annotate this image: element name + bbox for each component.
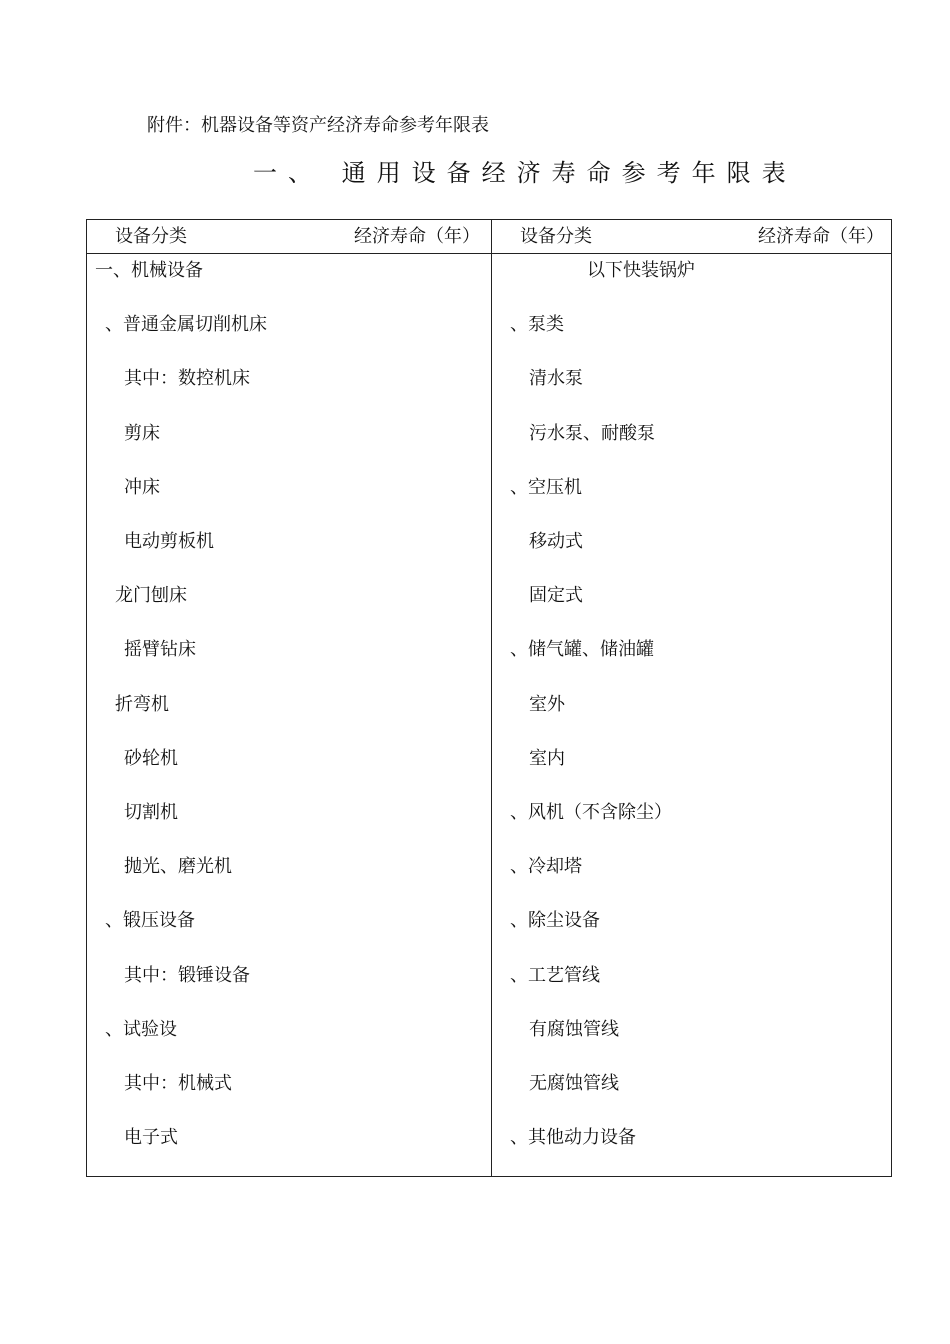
equipment-category-label: 、普通金属切削机床 [105, 314, 267, 336]
equipment-category-label: 切割机 [124, 802, 178, 823]
equipment-category-label: 污水泵、耐酸泵 [529, 422, 655, 444]
right-row [492, 1067, 894, 1121]
left-row [87, 471, 489, 525]
equipment-category-label: 抛光、磨光机 [124, 856, 232, 878]
equipment-category-label: 、试验设 [105, 1018, 177, 1040]
left-row [87, 633, 489, 687]
left-row [87, 1013, 489, 1067]
right-row [492, 1121, 894, 1175]
equipment-category-label: 移动式 [529, 531, 583, 552]
equipment-category-label: 龙门刨床 [115, 585, 187, 607]
left-category-header: 设备分类 [115, 226, 187, 247]
left-row [87, 308, 489, 362]
equipment-category-label: 、冷却塔 [510, 856, 582, 878]
left-row [87, 1121, 489, 1175]
equipment-category-label: 、工艺管线 [510, 964, 600, 986]
right-row [492, 796, 894, 850]
right-category-header: 设备分类 [520, 226, 592, 247]
equipment-category-label: 其中：锻锤设备 [124, 964, 250, 986]
left-row [87, 850, 489, 904]
equipment-category-label: 室内 [529, 747, 565, 769]
left-row [87, 796, 489, 850]
equipment-category-label: 有腐蚀管线 [529, 1018, 619, 1040]
left-row [87, 417, 489, 471]
equipment-category-label: 室外 [529, 693, 565, 715]
equipment-category-label: 电子式 [124, 1127, 178, 1149]
right-row [492, 417, 894, 471]
equipment-category-label: 砂轮机 [124, 747, 178, 769]
attachment-heading: 附件：机器设备等资产经济寿命参考年限表 [147, 115, 489, 136]
right-row [492, 959, 894, 1013]
equipment-category-label: 一、机械设备 [95, 260, 203, 281]
right-column [492, 254, 894, 1176]
left-row [87, 362, 489, 416]
equipment-life-table [86, 219, 892, 1177]
right-row [492, 308, 894, 362]
right-row [492, 254, 894, 308]
equipment-category-label: 、除尘设备 [510, 910, 600, 932]
right-row [492, 742, 894, 796]
equipment-category-label: 清水泵 [529, 368, 583, 390]
equipment-category-label: 、其他动力设备 [510, 1127, 636, 1149]
right-row [492, 362, 894, 416]
left-row [87, 959, 489, 1013]
left-row [87, 254, 489, 308]
equipment-category-label: 、储气罐、储油罐 [510, 639, 654, 661]
right-row [492, 904, 894, 958]
left-row [87, 688, 489, 742]
equipment-category-label: 剪床 [124, 422, 160, 444]
right-row [492, 688, 894, 742]
left-column [87, 254, 489, 1176]
right-row [492, 1013, 894, 1067]
left-life-header: 经济寿命（年） [354, 226, 480, 247]
right-row [492, 579, 894, 633]
right-life-header: 经济寿命（年） [758, 226, 884, 247]
left-row [87, 904, 489, 958]
equipment-category-label: 其中：机械式 [124, 1073, 232, 1094]
left-row [87, 742, 489, 796]
equipment-category-label: 折弯机 [115, 693, 169, 715]
equipment-category-label: 摇臂钻床 [124, 639, 196, 661]
right-row [492, 850, 894, 904]
left-row [87, 1067, 489, 1121]
left-row [87, 579, 489, 633]
equipment-category-label: 其中：数控机床 [124, 368, 250, 390]
equipment-category-label: 、空压机 [510, 476, 582, 498]
equipment-category-label: 电动剪板机 [124, 531, 214, 552]
right-row [492, 633, 894, 687]
equipment-category-label: 以下快装锅炉 [587, 260, 695, 281]
equipment-category-label: 、风机（不含除尘） [510, 802, 672, 823]
right-row [492, 471, 894, 525]
right-row [492, 525, 894, 579]
equipment-category-label: 、泵类 [510, 314, 564, 336]
equipment-category-label: 无腐蚀管线 [529, 1073, 619, 1094]
equipment-category-label: 固定式 [529, 585, 583, 607]
page-title: 一、 通用设备经济寿命参考年限表 [253, 159, 797, 187]
equipment-category-label: 冲床 [124, 476, 160, 498]
left-row [87, 525, 489, 579]
equipment-category-label: 、锻压设备 [105, 910, 195, 932]
